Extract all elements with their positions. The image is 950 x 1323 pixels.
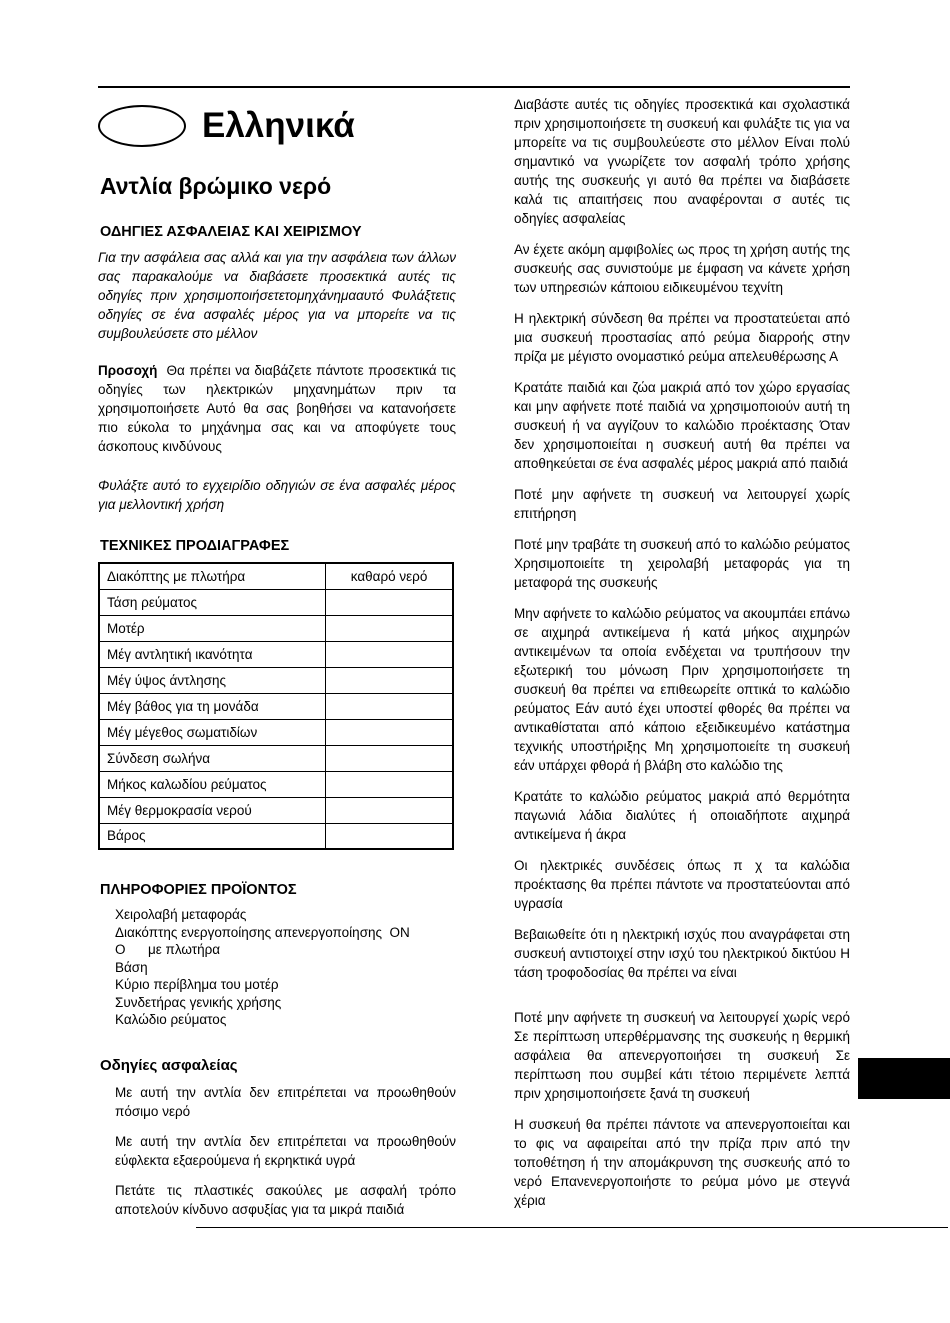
body-paragraph: Βεβαιωθείτε ότι η ηλεκτρική ισχύς που αναγράφεται στη συσκευή αντιστοιχεί στην ισχύ του ηλεκτρικού δικτύου Η τάση τροφοδοσίας θα πρέπει να είναι (514, 927, 850, 980)
left-column (98, 88, 456, 1230)
body-paragraph: Ποτέ μην αφήνετε τη συσκευή να λειτουργεί χωρίς νερό Σε περίπτωση υπερθέρμανσης της συσκευής η θερμική ασφάλεια θα απενεργοποιήσει τη συσκευή Σε περίπτωση που συμβεί κάτι τέτοιο περιμένετε λεπτά πριν χρησιμοποιήσετε ξανά τη συσκευή (514, 1010, 850, 1101)
body-paragraph: Κρατάτε το καλώδιο ρεύματος μακριά από θερμότητα παγωνιά λάδια διαλύτες ή οποιαδήποτε αιχμηρά αντικείμενα ή άκρα (514, 789, 850, 842)
spec-value (326, 771, 453, 797)
body-paragraph: Κρατάτε παιδιά και ζώα μακριά από τον χώρο εργασίας και μην αφήνετε ποτέ παιδιά να χρησιμοποιούν αυτή τη συσκευή ή να αγγίζουν το καλώδιο προέκτασης Όταν δεν χρησιμοποιείται η συσκευή αυτή θα πρέπει να αποθηκεύεται σε ένα ασφαλές μέρος μακριά από παιδιά (514, 380, 850, 471)
product-info-heading: ΠΛΗΡΟΦΟΡΙΕΣ ΠΡΟΪΟΝΤΟΣ (100, 882, 297, 898)
body-paragraph: Η συσκευή θα πρέπει πάντοτε να απενεργοποιείται και το φις να αφαιρείται από την πρίζα πριν από την τοποθέτηση ή την απομάκρυνση της συσκευής από το νερό Επανενεργοποιήστε το ρεύμα μόνο με στεγνά χέρια (514, 1117, 850, 1208)
caution-paragraph (98, 361, 456, 456)
keep-manual-note: Φυλάξτε αυτό το εγχειρίδιο οδηγιών σε ένα ασφαλές μέρος για μελλοντική χρήση (98, 478, 456, 512)
safety-item: Με αυτή την αντλία δεν επιτρέπεται να προωθηθούν πόσιμο νερό (115, 1084, 456, 1119)
body-paragraph: Διαβάστε αυτές τις οδηγίες προσεκτικά και σχολαστικά πριν χρησιμοποιήσετε τη συσκευή και φυλάξτε τις για να μπορείτε να τις συμβουλεύεστε στο μέλλον Είναι πολύ σημαντικό να γνωρίζετε τον ασφαλή τρόπο χρήσης αυτής της συσκευής γι αυτό θα πρέπει να διαβάσετε καλά τις απαιτήσεις που αναφέρονται σ αυτές τις οδηγίες ασφαλείας (514, 97, 850, 226)
list-item: Συνδετήρας γενικής χρήσης (115, 994, 282, 1010)
spec-label: Βάρος (99, 823, 326, 849)
table-row (99, 693, 453, 719)
table-row (99, 771, 453, 797)
list-item: Καλώδιο ρεύματος (115, 1012, 227, 1027)
spec-value (326, 745, 453, 771)
table-row (99, 589, 453, 615)
body-paragraph: Ποτέ μην αφήνετε τη συσκευή να λειτουργεί χωρίς επιτήρηση (514, 487, 850, 521)
safety-item: Πετάτε τις πλαστικές σακούλες με ασφαλή τρόπο αποτελούν κίνδυνο ασφυξίας για τα μικρά παιδιά (115, 1182, 456, 1217)
spec-label: Μέγ βάθος για τη μονάδα (99, 693, 326, 719)
table-row (99, 745, 453, 771)
table-row (99, 797, 453, 823)
spec-label: Σύνδεση σωλήνα (99, 745, 326, 771)
spec-value (326, 797, 453, 823)
spec-label: Μέγ θερμοκρασία νερού (99, 797, 326, 823)
two-column-layout (98, 88, 850, 1230)
specs-heading: ΤΕΧΝΙΚΕΣ ΠΡΟΔΙΑΓΡΑΦΕΣ (100, 538, 290, 554)
spec-value (326, 615, 453, 641)
spec-label: Διακόπτης με πλωτήρα (99, 563, 326, 589)
spec-label: Μέγ ύψος άντλησης (99, 667, 326, 693)
caution-label: Προσοχή (98, 363, 158, 378)
spec-label: Τάση ρεύματος (99, 589, 326, 615)
instructions-heading: ΟΔΗΓΙΕΣ ΑΣΦΑΛΕΙΑΣ ΚΑΙ ΧΕΙΡΙΣΜΟΥ (100, 224, 362, 240)
spec-value (326, 823, 453, 849)
body-paragraph: Αν έχετε ακόμη αμφιβολίες ως προς τη χρήση αυτής της συσκευής σας συνιστούμε με έμφαση να κάνετε χρήση των υπηρεσιών κάποιου ειδικευμένου τεχνίτη (514, 242, 850, 295)
spec-value (326, 667, 453, 693)
product-title: Αντλία βρώμικο νερό (100, 173, 332, 199)
list-item: Χειρολαβή μεταφοράς (115, 907, 247, 922)
table-row (99, 615, 453, 641)
spec-value: καθαρό νερό (326, 563, 453, 589)
table-row (99, 641, 453, 667)
list-item: Διακόπτης ενεργοποίησης απενεργοποίησης ON (115, 924, 410, 940)
table-row (99, 667, 453, 693)
spec-value (326, 693, 453, 719)
page-edge-tab (858, 1058, 950, 1099)
intro-paragraph: Για την ασφάλεια σας αλλά και για την ασφάλεια των άλλων σας παρακαλούμε να διαβάσετε προσεκτικά αυτές τις οδηγίες πριν χρησιμοποιήσετετομηχάνημααυτό Φυλάξτετις οδηγίες σε ένα ασφαλές μέρος για να μπορείτε να τις συμβουλεύσετε στο μέλλον (98, 250, 456, 341)
right-column (514, 88, 850, 1230)
table-row (99, 563, 453, 589)
list-item: Βάση (115, 959, 148, 975)
body-paragraph: Οι ηλεκτρικές συνδέσεις όπως π χ τα καλώδια προέκτασης θα πρέπει πάντοτε να προστατεύονται από υγρασία (514, 858, 850, 911)
safety-item: Με αυτή την αντλία δεν επιτρέπεται να προωθηθούν εύφλεκτα εξαερούμενα ή εκρηκτικά υγρά (115, 1133, 456, 1168)
table-row (99, 823, 453, 849)
bottom-rule (196, 1227, 948, 1228)
oval-logo (98, 105, 186, 147)
spec-value (326, 719, 453, 745)
spec-value (326, 641, 453, 667)
spec-label: Μοτέρ (99, 615, 326, 641)
language-header (98, 105, 456, 147)
body-paragraph: Η ηλεκτρική σύνδεση θα πρέπει να προστατεύεται από μια συσκευή προστασίας από ρεύμα διαρροής στην πρίζα με μέγιστο ονομαστικό ρεύμα απελευθέρωσης Α (514, 311, 850, 364)
table-row (99, 719, 453, 745)
list-item: Κύριο περίβλημα του μοτέρ (115, 977, 279, 992)
product-info-list (115, 906, 456, 1029)
spec-label: Μέγ αντλητική ικανότητα (99, 641, 326, 667)
spec-label: Μήκος καλωδίου ρεύματος (99, 771, 326, 797)
list-item: Ο με πλωτήρα (115, 942, 221, 957)
safety-heading: Οδηγίες ασφαλείας (100, 1056, 238, 1074)
body-paragraph: Μην αφήνετε το καλώδιο ρεύματος να ακουμπάει επάνω σε αιχμηρά αντικείμενα ή κατά μήκος αιχμηρών αντικειμένων τα οποία ενδέχεται να τρυπήσουν την εξωτερική του μόνωση Πριν χρησιμοποιήσετε τη συσκευή θα πρέπει να επιθεωρείτε οπτικά το καλώδιο ρεύματος Εάν αυτό έχει υποστεί φθορές θα πρέπει να αντικαθίσταται από κάποιο εξειδικευμένο κατάστημα τεχνικής υποστήριξης Μη χρησιμοποιείτε τη συσκευή εάν υπάρχει φθορά ή βλάβη στο καλώδιο της (514, 606, 850, 773)
manual-page (98, 0, 850, 1230)
caution-text: Θα πρέπει να διαβάζετε πάντοτε προσεκτικά τις οδηγίες των ηλεκτρικών μηχανημάτων πριν τα χρησιμοποιήσετε Αυτό θα σας βοηθήσει να κατανοήσετε πιο εύκολα το μηχάνημα σας και να αποφύγετε τους άσκοπους κινδύνους (98, 363, 456, 454)
specs-table (98, 562, 454, 850)
body-paragraph: Ποτέ μην τραβάτε τη συσκευή από το καλώδιο ρεύματος Χρησιμοποιείτε τη χειρολαβή μεταφοράς για τη μεταφορά της συσκευής (514, 537, 850, 590)
language-title: Ελληνικά (202, 106, 355, 145)
spec-value (326, 589, 453, 615)
spec-label: Μέγ μέγεθος σωματιδίων (99, 719, 326, 745)
